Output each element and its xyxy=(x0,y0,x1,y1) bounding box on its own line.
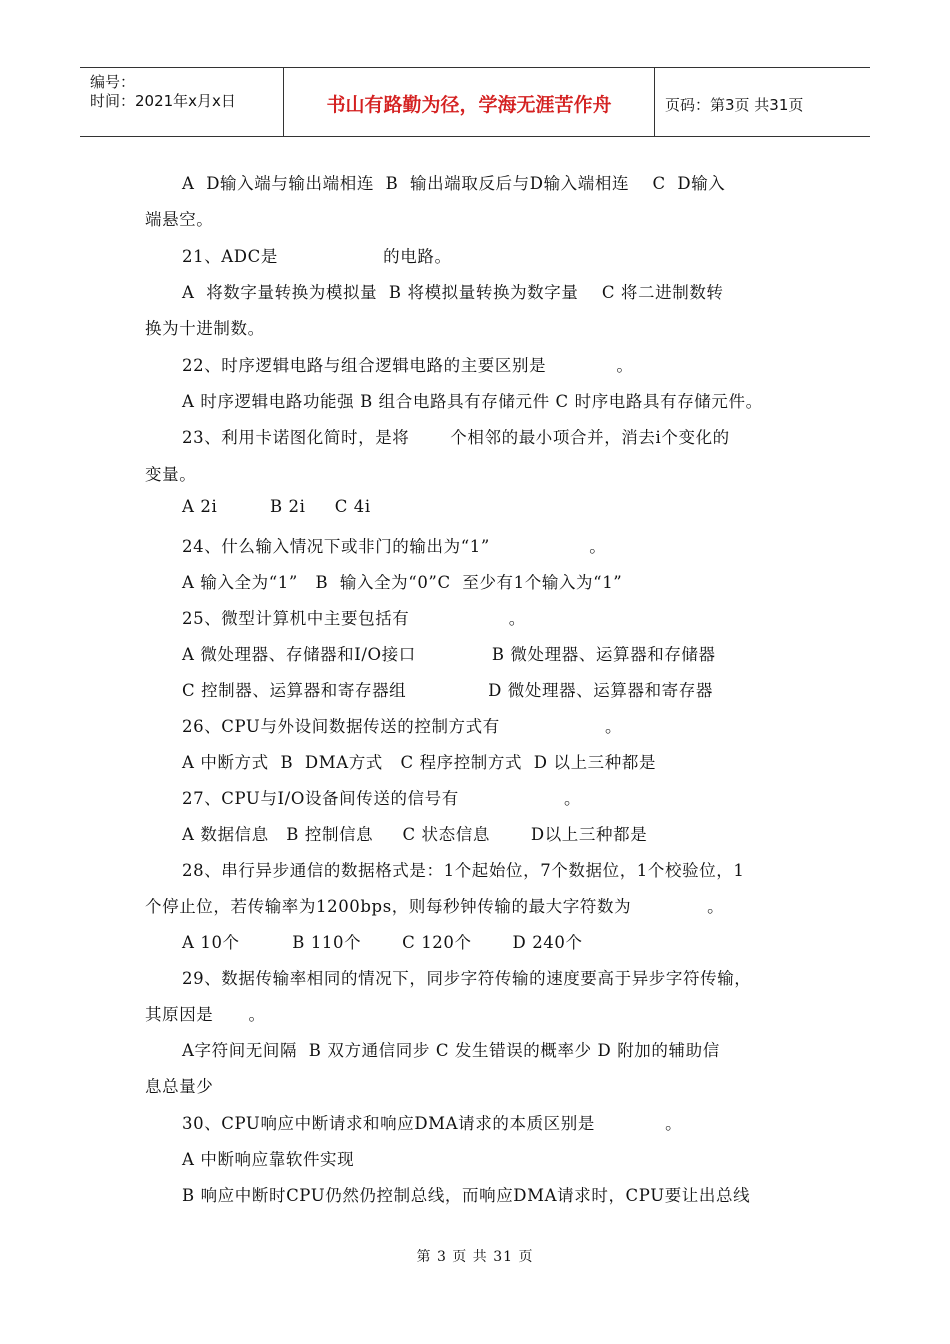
text-line: 27、CPU与I/O设备间传送的信号有 。 xyxy=(182,789,582,808)
page-footer: 第 3 页 共 31 页 xyxy=(416,1249,534,1265)
text-line: 23、利用卡诺图化简时，是将 个相邻的最小项合并，消去i个变化的 xyxy=(182,428,730,447)
header-motto: 书山有路勤为径，学海无涯苦作舟 xyxy=(326,94,612,116)
text-line: 29、数据传输率相同的情况下，同步字符传输的速度要高于异步字符传输， xyxy=(182,969,752,988)
page-header xyxy=(80,67,870,137)
page-number-label: 页码：第3页 共31页 xyxy=(665,96,804,114)
header-middle-cell xyxy=(284,68,655,136)
text-line: 26、CPU与外设间数据传送的控制方式有 。 xyxy=(182,717,623,736)
text-line: A 时序逻辑电路功能强 B 组合电路具有存储元件 C 时序电路具有存储元件。 xyxy=(182,392,763,411)
document-number-label: 编号： xyxy=(90,73,136,91)
text-line: A 数据信息 B 控制信息 C 状态信息 D以上三种都是 xyxy=(182,825,648,844)
header-right-cell xyxy=(655,68,870,136)
text-line: 变量。 xyxy=(145,465,197,484)
text-line: A 10个 B 110个 C 120个 D 240个 xyxy=(182,933,583,952)
text-line: 息总量少 xyxy=(145,1077,214,1096)
header-left-cell xyxy=(80,68,284,136)
text-line: A 输入全为“1” B 输入全为“0”C 至少有1个输入为“1” xyxy=(182,573,623,592)
text-line: 21、ADC是 的电路。 xyxy=(182,247,452,266)
text-line: A字符间无间隔 B 双方通信同步 C 发生错误的概率少 D 附加的辅助信 xyxy=(182,1041,720,1060)
text-line: 换为十进制数。 xyxy=(145,319,265,338)
text-line: A 中断响应靠软件实现 xyxy=(182,1150,355,1169)
date-label: 时间：2021年x月x日 xyxy=(90,92,236,110)
text-line: 端悬空。 xyxy=(145,210,214,229)
text-line: 22、时序逻辑电路与组合逻辑电路的主要区别是 。 xyxy=(182,356,634,375)
text-line: A 将数字量转换为模拟量 B 将模拟量转换为数字量 C 将二进制数转 xyxy=(182,283,724,302)
text-line: C 控制器、运算器和寄存器组 D 微处理器、运算器和寄存器 xyxy=(182,681,713,700)
text-line: B 响应中断时CPU仍然仍控制总线，而响应DMA请求时，CPU要让出总线 xyxy=(182,1186,751,1205)
text-line: 28、串行异步通信的数据格式是：1个起始位，7个数据位，1个校验位，1 xyxy=(182,861,745,880)
text-line: 25、微型计算机中主要包括有 。 xyxy=(182,609,526,628)
text-line: 其原因是 。 xyxy=(145,1005,266,1024)
text-line: A 微处理器、存储器和I/O接口 B 微处理器、运算器和存储器 xyxy=(182,645,716,664)
text-line: 个停止位，若传输率为1200bps，则每秒钟传输的最大字符数为 。 xyxy=(145,897,725,916)
text-line: A 2i B 2i C 4i xyxy=(182,497,371,516)
text-line: 30、CPU响应中断请求和响应DMA请求的本质区别是 。 xyxy=(182,1114,683,1133)
text-line: A 中断方式 B DMA方式 C 程序控制方式 D 以上三种都是 xyxy=(182,753,657,772)
text-line: A D输入端与输出端相连 B 输出端取反后与D输入端相连 C D输入 xyxy=(182,174,726,193)
text-line: 24、什么输入情况下或非门的输出为“1” 。 xyxy=(182,537,607,556)
